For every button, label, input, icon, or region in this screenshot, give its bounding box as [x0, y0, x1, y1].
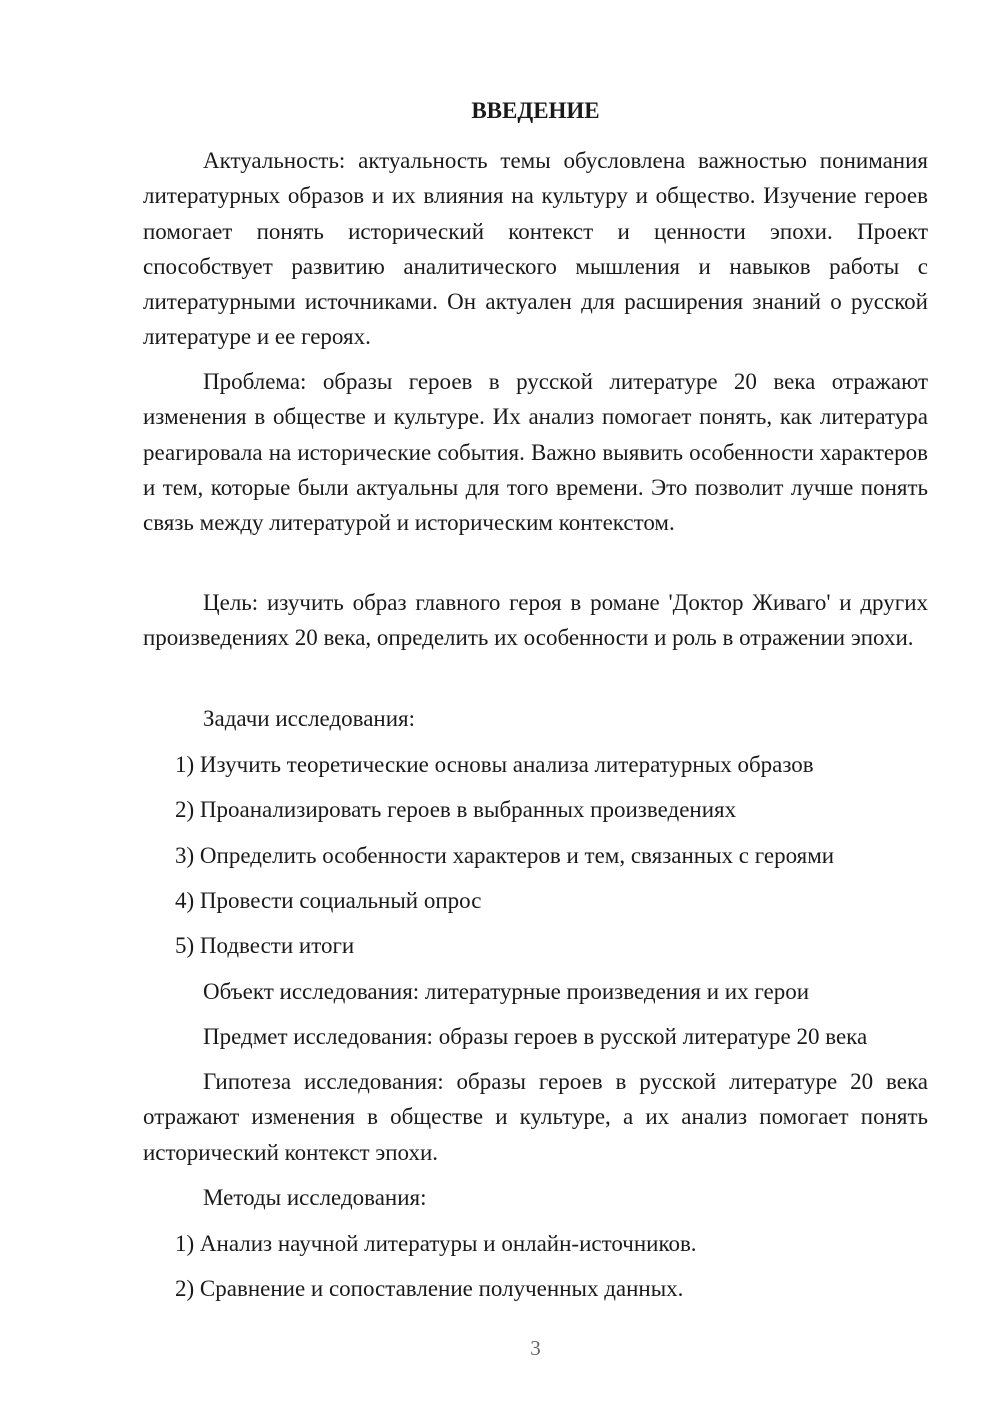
- method-item: 2) Сравнение и сопоставление полученных данных.: [175, 1276, 684, 1301]
- task-item: 5) Подвести итоги: [175, 933, 355, 958]
- page-title: ВВЕДЕНИЕ: [471, 98, 600, 123]
- task-item: 4) Провести социальный опрос: [175, 888, 482, 913]
- methods-heading: Методы исследования:: [203, 1185, 427, 1210]
- tasks-heading: Задачи исследования:: [203, 706, 416, 731]
- research-object: Объект исследования: литературные произведения и их герои: [203, 979, 810, 1004]
- method-item: 1) Анализ научной литературы и онлайн-источников.: [175, 1231, 697, 1256]
- paragraph-hypothesis: Гипотеза исследования: образы героев в русской литературе 20 века отражают изменения в обществе и культуре, а их анализ помогает понять исторический контекст эпохи.: [143, 1069, 928, 1165]
- task-item: 1) Изучить теоретические основы анализа литературных образов: [175, 752, 814, 777]
- page-number: 3: [530, 1336, 541, 1360]
- research-subject: Предмет исследования: образы героев в русской литературе 20 века: [203, 1024, 868, 1049]
- task-item: 2) Проанализировать героев в выбранных произведениях: [175, 797, 737, 822]
- paragraph-goal: Цель: изучить образ главного героя в романе 'Доктор Живаго' и других произведениях 20 века, определить их особенности и роль в отражении эпохи.: [143, 590, 928, 651]
- paragraph-relevance: Актуальность: актуальность темы обусловлена важностью понимания литературных образов и их влияния на культуру и общество. Изучение героев помогает понять исторический контекст и ценности эпохи. Проект способствует развитию аналитического мышления и навыков работы с литературными источниками. Он актуален для расширения знаний о русской литературе и ее героях.: [143, 148, 928, 350]
- task-item: 3) Определить особенности характеров и тем, связанных с героями: [175, 843, 835, 868]
- paragraph-problem: Проблема: образы героев в русской литературе 20 века отражают изменения в обществе и культуре. Их анализ помогает понять, как литература реагировала на исторические события. Важно выявить особенности характеров и тем, которые были актуальны для того времени. Это позволит лучше понять связь между литературой и историческим контекстом.: [143, 369, 928, 536]
